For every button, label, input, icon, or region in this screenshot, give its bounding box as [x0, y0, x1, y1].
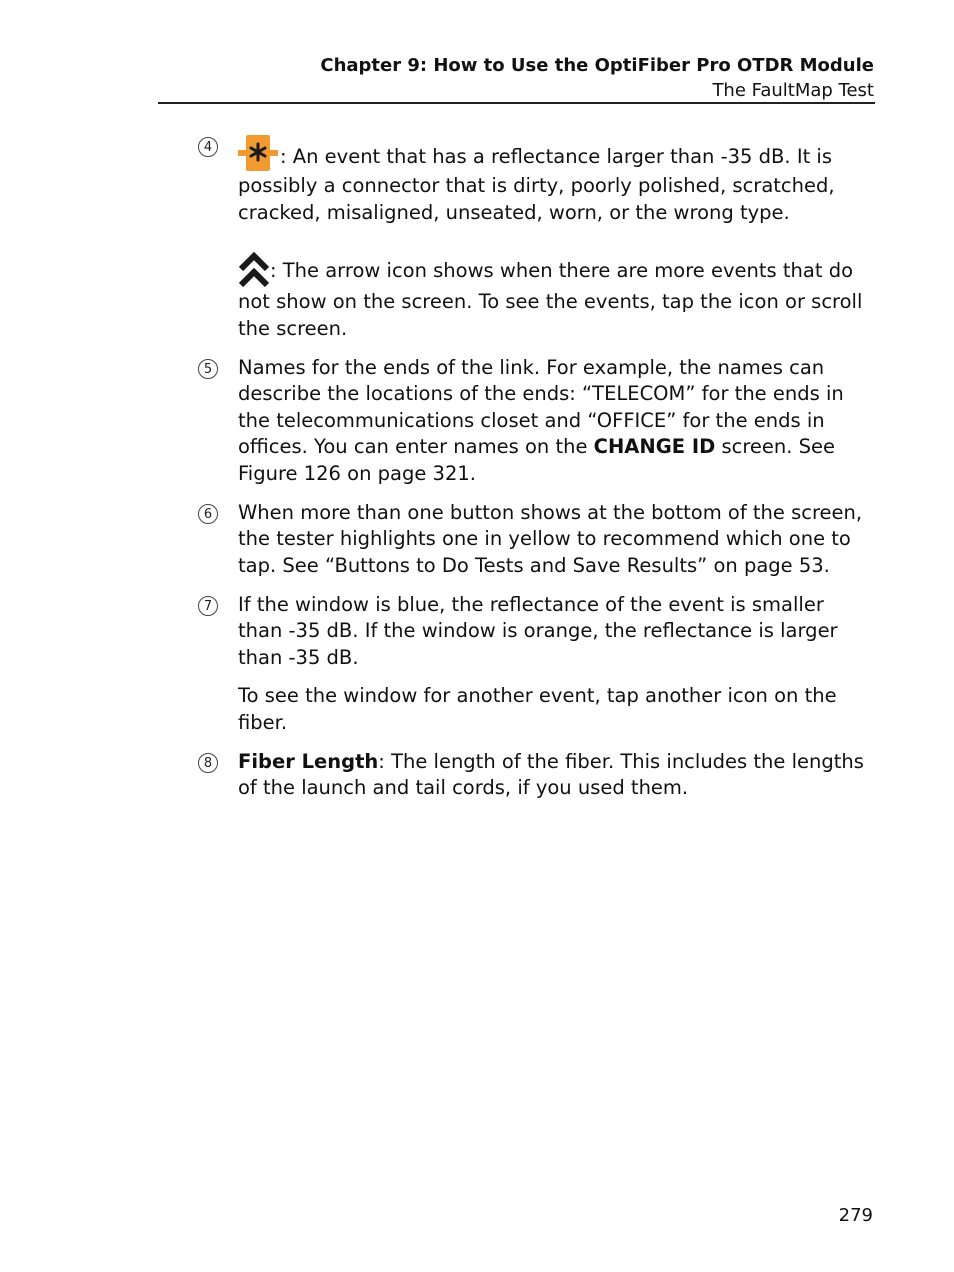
callout-number-5: 5: [198, 359, 218, 379]
callout-subtext-7: To see the window for another event, tap another icon on the fiber.: [238, 684, 837, 734]
callout-body-5a: Names for the ends of the link. For example, the names can describe the locations of the ends: “TELECOM” for the ends in the telecommunications closet and “OFFICE” for the ends in offices. You can enter names on the: [238, 355, 844, 458]
chapter-title: Chapter 9: How to Use the OptiFiber Pro OTDR Module: [320, 55, 874, 76]
callout-number-7: 7: [198, 596, 218, 616]
change-id-screen-name: CHANGE ID: [593, 435, 716, 458]
callout-subtext-4: [238, 251, 874, 342]
callout-list: [198, 133, 874, 814]
callout-text-5: [238, 355, 874, 488]
section-title: The FaultMap Test: [712, 80, 874, 101]
callout-number-8: 8: [198, 753, 218, 773]
callout-number-6: 6: [198, 504, 218, 524]
callout-item-4: [198, 133, 874, 342]
fiber-length-term: Fiber Length: [238, 749, 379, 773]
callout-item-5: [198, 355, 874, 488]
callout-item-7: [198, 592, 874, 737]
callout-text-4: [238, 133, 874, 226]
callout-text-6: When more than one button shows at the bottom of the screen, the tester highlights one in yellow to recommend which one to tap. See “Buttons to Do Tests and Save Results” on page 53.: [238, 500, 863, 577]
callout-text-7: If the window is blue, the reflectance of the event is smaller than -35 dB. If the window is orange, the reflectance is larger than -35 dB.: [238, 592, 838, 669]
reflective-event-icon: [238, 133, 278, 173]
page-number: 279: [838, 1205, 873, 1226]
more-events-arrow-icon: [238, 251, 270, 289]
callout-number-4: 4: [198, 137, 218, 157]
callout-body-8: : The length of the fiber. This includes the lengths of the launch and tail cords, if you used them.: [238, 749, 864, 799]
callout-body-4: : An event that has a reflectance larger than -35 dB. It is possibly a connector that is dirty, poorly polished, scratched, cracked, misaligned, unseated, worn, or the wrong type.: [238, 145, 835, 224]
header-rule: [158, 102, 875, 104]
callout-item-8: [198, 749, 874, 802]
callout-subbody-4: : The arrow icon shows when there are more events that do not show on the screen. To see the events, tap the icon or scroll the screen.: [238, 259, 863, 340]
callout-item-6: [198, 500, 874, 580]
running-header: [320, 53, 874, 103]
callout-text-8: [238, 749, 874, 802]
callout-body-5b: screen. See Figure 126 on page 321.: [238, 435, 836, 485]
